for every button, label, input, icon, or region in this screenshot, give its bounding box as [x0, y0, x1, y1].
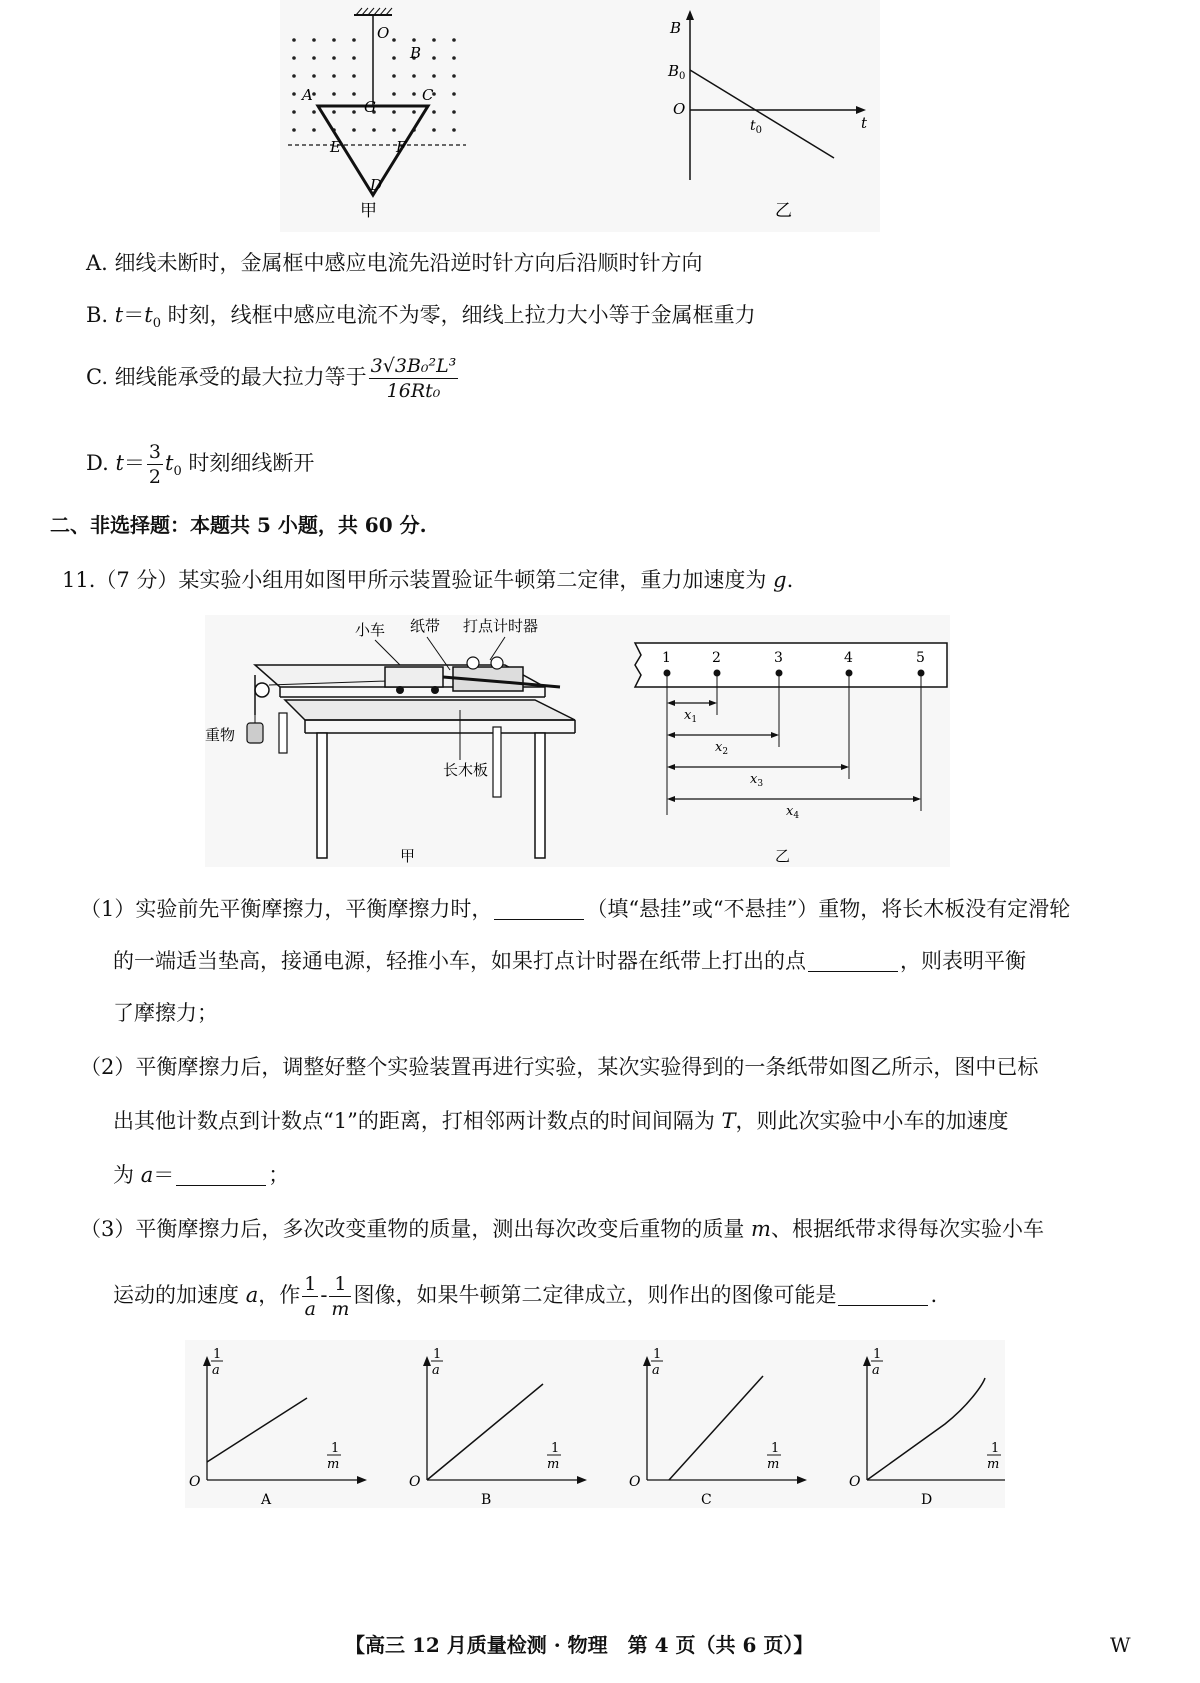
yi-caption: 乙	[775, 201, 792, 221]
axis-b-label: B	[670, 19, 682, 37]
label-o: O	[377, 24, 390, 42]
field-dot	[412, 110, 416, 114]
field-dot	[392, 110, 396, 114]
graph-options	[185, 1340, 1005, 1510]
x-label-den: m	[767, 1457, 780, 1472]
label-board: 长木板	[443, 761, 489, 779]
field-dot	[392, 56, 396, 60]
field-dot	[292, 128, 296, 132]
label-timer: 打点计时器	[463, 617, 539, 635]
label-f: F	[396, 138, 407, 156]
max-tension-fraction: $\frac{\text{3√3B₀²L³}}{\text{16Rt₀}}$	[370, 355, 457, 402]
field-dot	[412, 38, 416, 42]
field-dot	[392, 38, 396, 42]
field-dot	[332, 92, 336, 96]
distance-label: $x_2$	[715, 740, 729, 757]
y-label-num: 1	[873, 1347, 882, 1362]
yi-caption-2: 乙	[775, 847, 791, 865]
tape-point-label: 4	[844, 650, 853, 666]
label-c: C	[422, 86, 434, 104]
x-label-den: m	[327, 1457, 340, 1472]
option-d: D. t＝ $\frac{3}{2}$ $t_0$ 时刻细线断开	[86, 441, 315, 488]
graph-caption: B	[481, 1492, 492, 1508]
field-dot	[392, 128, 396, 132]
q11-part2-line3: 为 a＝ ；	[113, 1163, 290, 1187]
field-dot	[452, 128, 456, 132]
y-label-num: 1	[213, 1347, 222, 1362]
field-dot	[352, 110, 356, 114]
distance-label-sub: 4	[793, 811, 800, 821]
section-heading: 二、非选择题：本题共 5 小题，共 60 分.	[50, 513, 427, 537]
label-car: 小车	[355, 621, 386, 639]
field-dot	[312, 110, 316, 114]
field-dot	[432, 110, 436, 114]
origin-label: O	[629, 1474, 641, 1490]
field-dot	[352, 128, 356, 132]
distance-label: $x_3$	[750, 772, 764, 789]
answer-blank-4[interactable]	[838, 1283, 928, 1306]
field-dot	[452, 38, 456, 42]
field-dot	[292, 38, 296, 42]
field-dot	[292, 110, 296, 114]
option-a: A. 细线未断时，金属框中感应电流先沿逆时针方向后沿顺时针方向	[86, 251, 703, 275]
origin-label: O	[189, 1474, 201, 1490]
footer-code: W	[1110, 1633, 1131, 1657]
y-label-num: 1	[653, 1347, 662, 1362]
footer-text: 【高三 12 月质量检测 · 物理 第 4 页（共 6 页）】	[345, 1633, 814, 1657]
field-dot	[292, 74, 296, 78]
field-dot	[352, 56, 356, 60]
q11-part2-line2: 出其他计数点到计数点“1”的距离，打相邻两计数点的时间间隔为 T，则此次实验中小车的加速度	[113, 1109, 1009, 1133]
answer-blank-2[interactable]	[808, 949, 898, 972]
y-label-den: a	[212, 1363, 220, 1378]
label-b: B	[410, 44, 422, 62]
answer-blank-3[interactable]	[176, 1163, 266, 1186]
field-dot	[332, 56, 336, 60]
field-dot	[312, 38, 316, 42]
distance-label: $x_1$	[684, 708, 698, 725]
origin-label: O	[849, 1474, 861, 1490]
field-dot	[332, 110, 336, 114]
x-label-num: 1	[771, 1441, 780, 1456]
y-label-num: 1	[433, 1347, 442, 1362]
tape-point-label: 3	[774, 650, 783, 666]
origin-label: O	[409, 1474, 421, 1490]
jia-caption: 甲	[360, 201, 377, 221]
top-figure	[280, 0, 880, 240]
tape-point-label: 5	[916, 650, 925, 666]
apparatus-figure	[205, 615, 950, 870]
label-e: E	[330, 138, 341, 156]
field-dot	[352, 74, 356, 78]
car	[385, 667, 443, 687]
field-dot	[392, 92, 396, 96]
axis-t-label: t	[861, 114, 868, 132]
y-label-den: a	[872, 1363, 880, 1378]
weight	[247, 723, 263, 743]
q11-part2-line1: （2）平衡摩擦力后，调整好整个实验装置再进行实验，某次实验得到的一条纸带如图乙所示，图中已标	[80, 1055, 1039, 1079]
q11-part3-line2: 运动的加速度 a，作 $\frac{1}{a}$ - $\frac{1}{m}$ 图像，如果牛顿第二定律成立，则作出的图像可能是 .	[113, 1273, 938, 1320]
field-dot	[452, 56, 456, 60]
svg-text:B0: $B_0$	[668, 62, 686, 82]
field-dot	[312, 74, 316, 78]
field-dot	[452, 92, 456, 96]
field-dot	[432, 56, 436, 60]
jia-caption-2: 甲	[400, 847, 416, 865]
q11-part3-line1: （3）平衡摩擦力后，多次改变重物的质量，测出每次改变后重物的质量 m、根据纸带求得每次实验小车	[80, 1217, 1044, 1241]
distance-label-sub: 2	[722, 747, 729, 757]
q11-intro: 11.（7 分）某实验小组用如图甲所示装置验证牛顿第二定律，重力加速度为 g.	[62, 568, 794, 592]
option-c: C. 细线能承受的最大拉力等于 $\frac{\text{3√3B₀²L³}}{\text{16Rt₀}}$	[86, 355, 457, 402]
label-tape: 纸带	[410, 617, 441, 635]
tape-point-label: 1	[662, 650, 671, 666]
field-dot	[432, 38, 436, 42]
field-dot	[432, 74, 436, 78]
label-d: D	[370, 176, 383, 194]
field-dot	[352, 92, 356, 96]
answer-blank-1[interactable]	[494, 897, 584, 920]
x-label-num: 1	[551, 1441, 560, 1456]
x-label-den: m	[547, 1457, 560, 1472]
field-dot	[432, 128, 436, 132]
field-dot	[292, 56, 296, 60]
label-weight: 重物	[205, 726, 236, 744]
svg-text:t0: $t_0$	[750, 118, 763, 136]
x-label-den: m	[987, 1457, 1000, 1472]
q11-part1-line1: （1）实验前先平衡摩擦力，平衡摩擦力时， （填“悬挂”或“不悬挂”）重物，将长木板没有定滑轮	[80, 897, 1071, 921]
label-g: G	[364, 98, 376, 116]
option-b: B. $t=t_0$ 时刻，线框中感应电流不为零，细线上拉力大小等于金属框重力	[86, 303, 756, 332]
field-dot	[452, 110, 456, 114]
y-label-den: a	[652, 1363, 660, 1378]
field-dot	[372, 128, 376, 132]
label-a: A	[302, 86, 313, 104]
graph-caption: C	[701, 1492, 712, 1508]
field-dot	[412, 92, 416, 96]
field-dot	[452, 74, 456, 78]
b0-label: B	[668, 62, 680, 80]
graph-caption: D	[921, 1492, 933, 1508]
field-dot	[292, 92, 296, 96]
origin-label: O	[673, 100, 686, 118]
q11-part1-line2: 的一端适当垫高，接通电源，轻推小车，如果打点计时器在纸带上打出的点 ，则表明平衡	[113, 949, 1026, 973]
field-dot	[352, 38, 356, 42]
tape-point-label: 2	[712, 650, 721, 666]
q11-part1-line3: 了摩擦力；	[113, 1001, 218, 1025]
field-dot	[312, 56, 316, 60]
field-dot	[412, 74, 416, 78]
t0-label: t	[750, 118, 756, 134]
graph-caption: A	[261, 1492, 272, 1508]
distance-label: $x_4$	[786, 804, 800, 821]
x-label-num: 1	[331, 1441, 340, 1456]
field-dot	[332, 38, 336, 42]
field-dot	[392, 74, 396, 78]
y-label-den: a	[432, 1363, 440, 1378]
distance-label-sub: 3	[757, 779, 764, 789]
distance-label-sub: 1	[691, 715, 698, 725]
field-dot	[312, 128, 316, 132]
field-dot	[332, 74, 336, 78]
x-label-num: 1	[991, 1441, 1000, 1456]
